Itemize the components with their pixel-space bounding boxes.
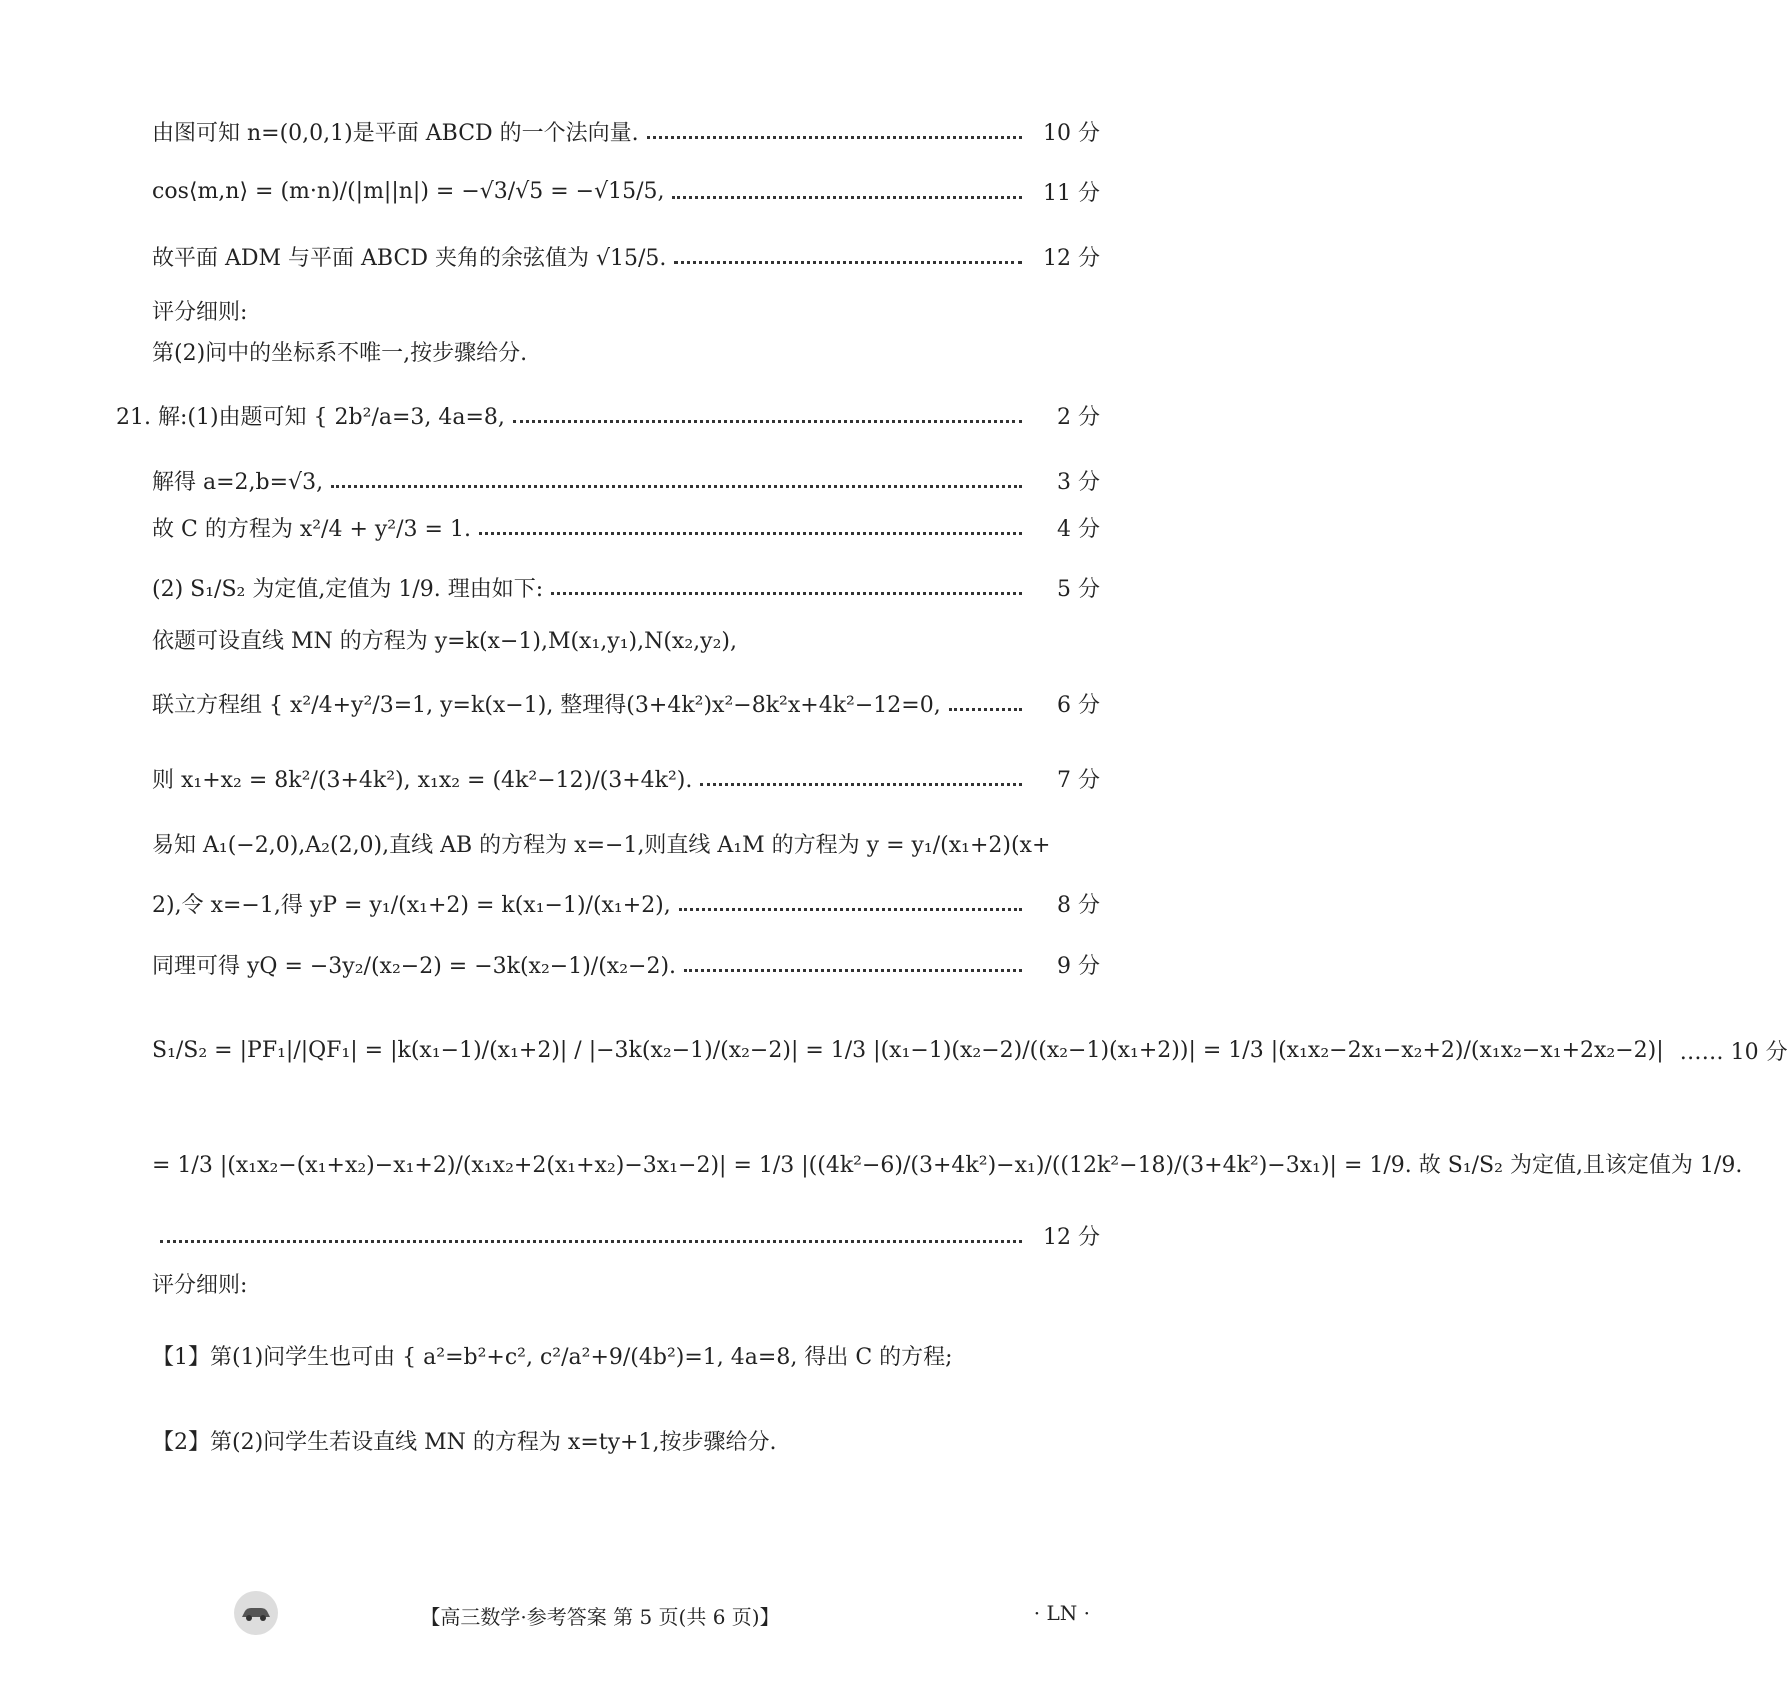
score-label: 4 分 — [1057, 517, 1100, 542]
dot-leader — [679, 908, 1022, 911]
line-text: (2) S₁/S₂ 为定值,定值为 1/9. 理由如下: — [152, 577, 544, 602]
text-line — [152, 1220, 1100, 1251]
line-text: 【1】第(1)问学生也可由 { a²=b²+c², c²/a²+9/(4b²)=1, 4a=8, 得出 C 的方程; — [152, 1345, 953, 1370]
text-line — [152, 1148, 1743, 1179]
line-text: 【2】第(2)问学生若设直线 MN 的方程为 x=ty+1,按步骤给分. — [152, 1430, 777, 1455]
line-text: 2),令 x=−1,得 yP = y₁/(x₁+2) = k(x₁−1)/(x₁+2), — [152, 893, 671, 918]
dot-leader — [672, 196, 1022, 199]
score-label: 11 分 — [1043, 181, 1100, 206]
line-text: 则 x₁+x₂ = 8k²/(3+4k²), x₁x₂ = (4k²−12)/(3+4k²). — [152, 768, 693, 793]
text-line — [152, 116, 1100, 147]
score-label: 10 分 — [1043, 121, 1100, 146]
dot-leader — [647, 136, 1022, 139]
dot-leader — [949, 708, 1022, 711]
line-text: 21. 解:(1)由题可知 { 2b²/a=3, 4a=8, — [116, 405, 505, 430]
text-line — [152, 949, 1100, 980]
text-line — [116, 400, 1100, 431]
text-line — [152, 295, 1100, 326]
score-label: 12 分 — [1043, 1225, 1100, 1250]
score-label: 5 分 — [1057, 577, 1100, 602]
dot-leader — [551, 592, 1022, 595]
line-text: 评分细则: — [152, 300, 248, 325]
text-line — [152, 1425, 1100, 1456]
line-text: 故平面 ADM 与平面 ABCD 夹角的余弦值为 √15/5. — [152, 246, 667, 271]
score-label: 9 分 — [1057, 954, 1100, 979]
text-line — [152, 624, 1100, 655]
line-text: S₁/S₂ = |PF₁|/|QF₁| = |k(x₁−1)/(x₁+2)| / |−3k(x₂−1)/(x₂−2)| = 1/3 |(x₁−1)(x₂−2)/((x₂−1)(x₁+2))| = 1/3 |(x₁x₂−2x₁−x₂+2)/(x₁x₂−x₁+2x₂−2)| — [152, 1038, 1664, 1063]
score-label: …… 10 分 — [1679, 1040, 1788, 1065]
text-line — [152, 888, 1100, 919]
text-line — [152, 572, 1100, 603]
line-text: 依题可设直线 MN 的方程为 y=k(x−1),M(x₁,y₁),N(x₂,y₂), — [152, 629, 737, 654]
line-text: 解得 a=2,b=√3, — [152, 470, 324, 495]
dot-leader — [479, 532, 1022, 535]
footer-code: · LN · — [1033, 1601, 1090, 1625]
dot-leader — [684, 969, 1022, 972]
line-text: 同理可得 yQ = −3y₂/(x₂−2) = −3k(x₂−1)/(x₂−2). — [152, 954, 677, 979]
dot-leader — [513, 420, 1022, 423]
line-text: 联立方程组 { x²/4+y²/3=1, y=k(x−1), 整理得(3+4k²)x²−8k²x+4k²−12=0, — [152, 693, 941, 718]
line-text: cos⟨m,n⟩ = (m·n)/(|m||n|) = −√3/√5 = −√15/5, — [152, 179, 665, 204]
line-text: 评分细则: — [152, 1273, 248, 1298]
footer-title: 【高三数学·参考答案 第 5 页(共 6 页)】 — [420, 1605, 780, 1629]
dot-leader — [331, 485, 1022, 488]
score-label: 2 分 — [1057, 405, 1100, 430]
score-label: 8 分 — [1057, 893, 1100, 918]
text-line — [152, 828, 1100, 859]
text-line — [152, 336, 1100, 367]
text-line — [152, 1340, 1100, 1371]
text-line — [152, 1268, 1100, 1299]
score-label: 6 分 — [1057, 693, 1100, 718]
text-line — [152, 763, 1100, 794]
text-line — [152, 1035, 1788, 1066]
line-text: 故 C 的方程为 x²/4 + y²/3 = 1. — [152, 517, 471, 542]
dot-leader — [160, 1240, 1022, 1243]
text-line — [152, 241, 1100, 272]
dot-leader — [674, 261, 1022, 264]
text-line — [152, 512, 1100, 543]
line-text: 易知 A₁(−2,0),A₂(2,0),直线 AB 的方程为 x=−1,则直线 A₁M 的方程为 y = y₁/(x₁+2)(x+ — [152, 833, 1051, 858]
score-label: 7 分 — [1057, 768, 1100, 793]
line-text: = 1/3 |(x₁x₂−(x₁+x₂)−x₁+2)/(x₁x₂+2(x₁+x₂)−3x₁−2)| = 1/3 |((4k²−6)/(3+4k²)−x₁)/((12k²−18)/(3+4k²)−3x₁)| = 1/9. 故 S₁/S₂ 为定值,且该定值为 1/9. — [152, 1153, 1743, 1178]
text-line — [152, 465, 1100, 496]
text-line — [152, 176, 1100, 207]
line-text: 由图可知 n=(0,0,1)是平面 ABCD 的一个法向量. — [152, 121, 639, 146]
page-footer — [0, 1595, 1200, 1635]
line-text: 第(2)问中的坐标系不唯一,按步骤给分. — [152, 341, 528, 366]
score-label: 3 分 — [1057, 470, 1100, 495]
text-line — [152, 688, 1100, 719]
dot-leader — [700, 783, 1022, 786]
score-label: 12 分 — [1043, 246, 1100, 271]
